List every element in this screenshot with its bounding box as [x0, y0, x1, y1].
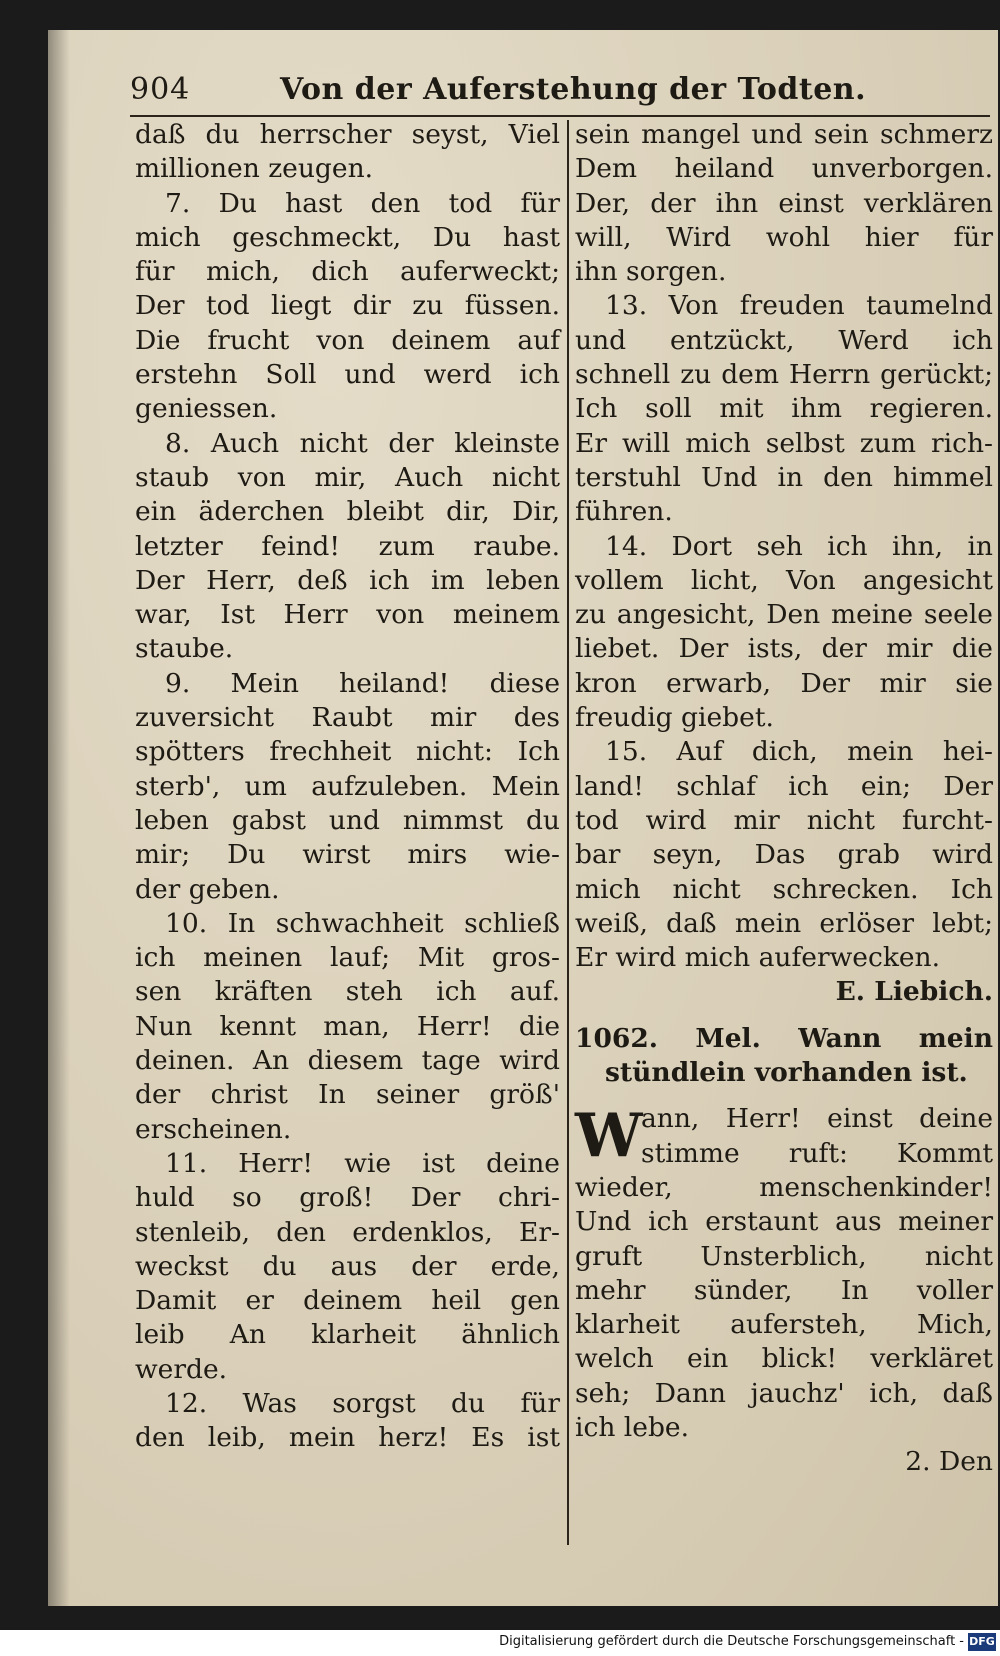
gutter-shadow [48, 30, 70, 1606]
text-line: Nun kennt man, Herr! die [135, 1010, 560, 1042]
verse-start: 12. Was sorgst du für [165, 1387, 560, 1419]
footer-bar [0, 1630, 1000, 1656]
text-line: weckst du aus der erde, [135, 1250, 560, 1282]
text-line: wieder, menschenkinder! [575, 1171, 993, 1203]
funding-note: Digitalisierung gefördert durch die Deutsche Forschungsgemeinschaft - [499, 1634, 964, 1649]
verse-start: 9. Mein heiland! diese [165, 667, 560, 699]
text-line: Er wird mich auferwecken. [575, 942, 941, 974]
text-line: mir; Du wirst mirs wie- [135, 839, 560, 871]
text-line: seh; Dann jauchz' ich, daß [575, 1377, 993, 1409]
text-line: für mich, dich auferweckt; [135, 256, 560, 288]
text-line: sen kräften steh ich auf. [135, 976, 560, 1008]
melody-line-2: stündlein vorhanden ist. [605, 1057, 968, 1089]
text-line: erstehn Soll und werd ich [135, 359, 560, 391]
text-line: freudig giebet. [575, 702, 774, 734]
text-line: der geben. [135, 873, 280, 905]
text-line: bar seyn, Das grab wird [575, 839, 993, 871]
header-rule [130, 115, 990, 117]
text-line: klarheit aufersteh, Mich, [575, 1309, 993, 1341]
text-line: werde. [135, 1353, 228, 1385]
verse-start: 10. In schwachheit schließ [165, 907, 560, 939]
dfg-logo: DFG [968, 1633, 996, 1651]
text-line: erscheinen. [135, 1113, 292, 1145]
catchword: 2. Den [905, 1446, 993, 1478]
text-line: weiß, daß mein erlöser lebt; [575, 907, 993, 939]
text-line: Er will mich selbst zum rich- [575, 427, 993, 459]
text-line: zu angesicht, Den meine seele [575, 599, 993, 631]
text-line: terstuhl Und in den himmel [575, 461, 993, 493]
right-column [575, 118, 993, 1480]
text-line: Der tod liegt dir zu füssen. [135, 290, 560, 322]
text-line: daß du herrscher seyst, Viel [135, 119, 560, 150]
text-line: leben gabst und nimmst du [135, 804, 560, 836]
running-title: Von der Auferstehung der Todten. [280, 72, 867, 107]
text-line: stimme ruft: Kommt [641, 1137, 993, 1169]
text-line: liebet. Der ists, der mir die [575, 633, 993, 665]
text-line: will, Wird wohl hier für [575, 221, 993, 253]
text-line: den leib, mein herz! Es ist [135, 1422, 560, 1454]
page-header [130, 72, 990, 112]
text-line: ich meinen lauf; Mit gros- [135, 942, 560, 974]
text-line: ihn sorgen. [575, 256, 727, 288]
text-line: ein äderchen bleibt dir, Dir, [135, 496, 560, 528]
verse-start: 7. Du hast den tod für [165, 187, 560, 219]
text-line: stenleib, den erdenklos, Er- [135, 1216, 560, 1248]
left-column [135, 118, 560, 1456]
text-line: gruft Unsterblich, nicht [575, 1240, 993, 1272]
text-line: Damit er deinem heil gen [135, 1285, 560, 1317]
text-line: welch ein blick! verkläret [575, 1343, 993, 1375]
text-line: schnell zu dem Herrn gerückt; [575, 359, 993, 391]
text-line: Die frucht von deinem auf [135, 324, 560, 356]
hymn-number: 1062. [575, 1022, 658, 1054]
text-line: millionen zeugen. [135, 153, 374, 185]
text-line: ich lebe. [575, 1411, 690, 1443]
text-line: letzter feind! zum raube. [135, 530, 560, 562]
text-line: Ich soll mit ihm regieren. [575, 393, 993, 425]
verse-start: 8. Auch nicht der kleinste [165, 427, 560, 459]
text-line: tod wird mir nicht furcht- [575, 804, 993, 836]
text-line: spötters frechheit nicht: Ich [135, 736, 560, 768]
text-line: geniessen. [135, 393, 278, 425]
text-line: zuversicht Raubt mir des [135, 702, 560, 734]
first-line-text: ann, Herr! einst deine [641, 1103, 993, 1135]
text-line: der christ In seiner größ' [135, 1079, 560, 1111]
text-line: staub von mir, Auch nicht [135, 461, 560, 493]
verse-start: 14. Dort seh ich ihn, in [605, 530, 993, 562]
text-line: mehr sünder, In voller [575, 1274, 993, 1306]
text-line: land! schlaf ich ein; Der [575, 770, 993, 802]
verse-start: 15. Auf dich, mein hei- [605, 736, 993, 768]
text-line: Der, der ihn einst verklären [575, 187, 993, 219]
text-line: sterb', um aufzuleben. Mein [135, 770, 560, 802]
text-line: führen. [575, 496, 673, 528]
text-line: staube. [135, 633, 234, 665]
page-number: 904 [130, 72, 191, 107]
text-line: war, Ist Herr von meinem [135, 599, 560, 631]
text-line: Und ich erstaunt aus meiner [575, 1206, 993, 1238]
text-line: vollem licht, Von angesicht [575, 564, 993, 596]
text-line: mich nicht schrecken. Ich [575, 873, 993, 905]
melody-line: Mel. Wann mein [695, 1022, 993, 1054]
text-line: Dem heiland unverborgen. [575, 153, 993, 185]
text-line: sein mangel und sein schmerz [575, 119, 993, 150]
hymn-heading [575, 1022, 993, 1056]
author-signature: E. Liebich. [835, 976, 993, 1008]
drop-cap: W [575, 1101, 643, 1172]
verse-start: 13. Von freuden taumelnd [605, 290, 993, 322]
text-line: Der Herr, deß ich im leben [135, 564, 560, 596]
text-line: leib An klarheit ähnlich [135, 1319, 560, 1351]
text-line: deinen. An diesem tage wird [135, 1045, 560, 1077]
column-divider [567, 120, 569, 1545]
text-line: mich geschmeckt, Du hast [135, 221, 560, 253]
text-line: kron erwarb, Der mir sie [575, 667, 993, 699]
verse-start: 11. Herr! wie ist deine [165, 1147, 560, 1179]
text-line: huld so groß! Der chri- [135, 1182, 560, 1214]
text-line: und entzückt, Werd ich [575, 324, 993, 356]
